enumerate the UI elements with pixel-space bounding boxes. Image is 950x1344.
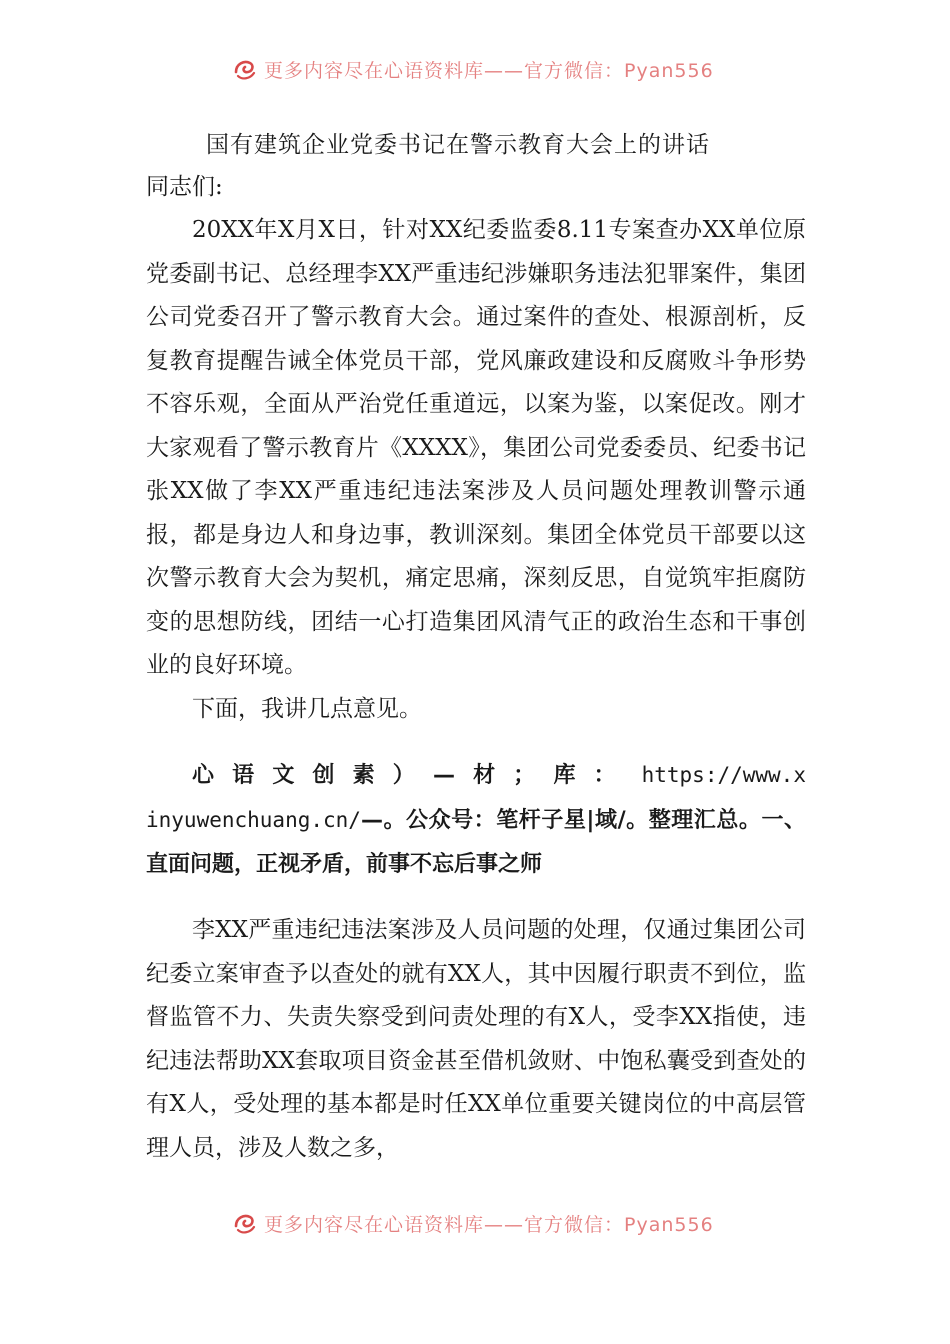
red-swirl-logo-icon [232,1210,258,1236]
watermark-text: 更多内容尽在心语资料库——官方微信：Pyan556 [264,59,714,82]
footer-watermark [232,1208,732,1238]
section-heading: —。公众号：笔杆子星|域/。整理汇总。一、直面问题，正视矛盾，前事不忘后事之师 [146,808,806,877]
source-and-heading [146,753,806,887]
document-title: 国有建筑企业党委书记在警示教育大会上的讲话 [206,132,710,158]
paragraph-transition: 下面，我讲几点意见。 [192,695,422,722]
greeting: 同志们: [146,174,223,200]
paragraph-intro: 20XX年X月X日，针对XX纪委监委8.11专案查办XX单位原党委副书记、总经理李XX严重违纪涉嫌职务违法犯罪案件，集团公司党委召开了警示教育大会。通过案件的查处、根源剖析，反复教育提醒告诫全体党员干部，党风廉政建设和反腐败斗争形势不容乐观，全面从严治党任重道远，以案为鉴，以案促改。刚才大家观看了警示教育片《XXXX》，集团公司党委委员、纪委书记张XX做了李XX严重违纪违法案涉及人员问题处理教训警示通报，都是身边人和身边事，教训深刻。集团全体党员干部要以这次警示教育大会为契机，痛定思痛，深刻反思，自觉筑牢拒腐防变的思想防线，团结一心打造集团风清气正的政治生态和干事创业的良好环境。 [146,217,806,678]
document-body [146,125,806,1170]
red-swirl-logo-icon [232,56,258,82]
paragraph-case: 李XX严重违纪违法案涉及人员问题的处理，仅通过集团公司纪委立案审查予以查处的就有XX人，其中因履行职责不到位，监督监管不力、失责失察受到问责处理的有X人，受李XX指使，违纪违法帮助XX套取项目资金甚至借机敛财、中饱私囊受到查处的有X人，受处理的基本都是时任XX单位重要关键岗位的中高层管理人员，涉及人数之多， [146,917,806,1161]
header-watermark [232,54,732,84]
source-url: https://www.xinyuwenchuang.cn/ [146,763,806,832]
source-lead: 心语文创素）—材；库： [192,763,634,788]
watermark-text: 更多内容尽在心语资料库——官方微信：Pyan556 [264,1213,714,1236]
